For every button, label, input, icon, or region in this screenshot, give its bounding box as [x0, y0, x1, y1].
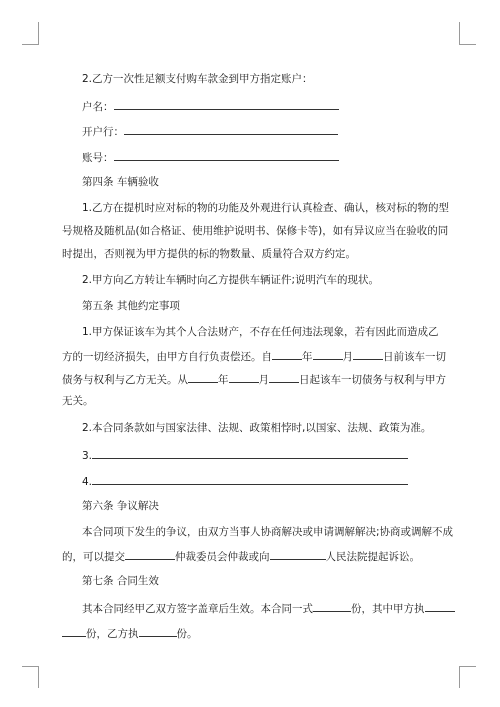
- text-line: [82, 325, 439, 339]
- text-segment: 份，乙方执: [86, 628, 139, 640]
- text-line: [82, 525, 453, 539]
- fill-in-blank: [313, 348, 343, 360]
- fill-in-blank: [188, 371, 218, 383]
- text-segment: 年: [218, 374, 229, 386]
- text-line: [62, 224, 448, 238]
- text-segment: 的，可以提交: [62, 551, 125, 563]
- fill-in-blank: [92, 447, 408, 459]
- text-segment: 方的一切经济损失，由甲方自行负责偿还。自: [62, 351, 272, 363]
- fill-in-blank: [139, 625, 177, 637]
- text-segment: 无关。: [62, 395, 94, 407]
- text-segment: 月: [258, 374, 269, 386]
- text-line: [82, 421, 431, 435]
- text-line: [62, 371, 446, 387]
- crop-mark-top-right-h: [459, 44, 476, 45]
- text-segment: 2.甲方向乙方转让车辆时向乙方提供车辆证件;说明汽车的现状。: [82, 274, 380, 286]
- text-line: [82, 98, 339, 114]
- text-segment: 1.甲方保证该车为其个人合法财产，不存在任何违法现象，若有因此而造成乙: [82, 326, 439, 338]
- text-segment: 本合同项下发生的争议，由双方当事人协商解决或申请调解解决;协商或调解不成: [82, 526, 454, 538]
- text-segment: 号规格及随机品(如合格证、使用维护说明书、保修卡等)，如有异议应当在验收的同: [62, 225, 449, 237]
- text-line: [82, 499, 159, 513]
- text-segment: 债务与权利与乙方无关。从: [62, 374, 188, 386]
- fill-in-blank: [114, 98, 339, 110]
- text-line: [62, 348, 446, 364]
- fill-in-blank: [124, 123, 338, 135]
- text-line: [82, 149, 339, 165]
- text-segment: 月: [342, 351, 353, 363]
- text-segment: 其本合同经甲乙双方签字盖章后生效。本合同一式: [82, 603, 313, 615]
- text-segment: 仲裁委员会仲裁或向: [175, 551, 270, 563]
- fill-in-blank: [62, 625, 86, 637]
- fill-in-blank: [353, 348, 383, 360]
- text-segment: 3.: [82, 450, 93, 462]
- text-line: [62, 548, 420, 564]
- fill-in-blank: [313, 600, 351, 612]
- fill-in-blank: [92, 473, 408, 485]
- text-line: [82, 473, 408, 489]
- text-segment: 第五条 其他约定事项: [82, 300, 180, 312]
- fill-in-blank: [229, 371, 259, 383]
- text-segment: 第六条 争议解决: [82, 500, 159, 512]
- fill-in-blank: [125, 548, 175, 560]
- text-segment: 时提出，否则视为甲方提供的标的物数量、质量符合双方约定。: [62, 248, 356, 260]
- text-segment: 份。: [176, 628, 198, 640]
- text-line: [82, 574, 159, 588]
- text-segment: 第四条 车辆验收: [82, 176, 159, 188]
- fill-in-blank: [425, 600, 455, 612]
- text-segment: 份，其中甲方执: [351, 603, 425, 615]
- fill-in-blank: [270, 548, 326, 560]
- crop-mark-top-left-h: [22, 44, 39, 45]
- text-segment: 1.乙方在提机时应对标的物的功能及外观进行认真检查、确认，核对标的物的型: [82, 202, 450, 214]
- crop-mark-bottom-left-h: [22, 666, 39, 667]
- text-line: [62, 247, 356, 261]
- text-segment: 2.本合同条款如与国家法律、法规、政策相悖时,以国家、法规、政策为准。: [82, 422, 432, 434]
- text-line: [82, 600, 455, 616]
- text-segment: 日起该车一切债务与权利与甲方: [299, 374, 446, 386]
- crop-mark-top-left-v: [38, 22, 39, 44]
- fill-in-blank: [269, 371, 299, 383]
- text-segment: 年: [302, 351, 313, 363]
- text-line: [62, 625, 198, 641]
- crop-mark-bottom-left-v: [38, 666, 39, 688]
- text-segment: 4.: [82, 476, 93, 488]
- text-line: [82, 447, 408, 463]
- crop-mark-bottom-right-h: [459, 666, 476, 667]
- text-line: [82, 123, 338, 139]
- text-segment: 户名：: [82, 101, 114, 113]
- text-segment: 人民法院提起诉讼。: [325, 551, 420, 563]
- text-segment: 开户行：: [82, 126, 124, 138]
- text-segment: 2.乙方一次性足额支付购车款金到甲方指定账户：: [82, 73, 313, 85]
- fill-in-blank: [272, 348, 302, 360]
- text-line: [82, 175, 159, 189]
- text-line: [62, 394, 94, 408]
- text-line: [82, 273, 379, 287]
- text-segment: 第七条 合同生效: [82, 575, 159, 587]
- text-line: [82, 72, 313, 86]
- fill-in-blank: [114, 149, 339, 161]
- text-line: [82, 201, 449, 215]
- crop-mark-bottom-right-v: [459, 666, 460, 688]
- crop-mark-top-right-v: [459, 22, 460, 44]
- text-segment: 日前该车一切: [383, 351, 446, 363]
- text-segment: 账号：: [82, 152, 114, 164]
- text-line: [82, 299, 180, 313]
